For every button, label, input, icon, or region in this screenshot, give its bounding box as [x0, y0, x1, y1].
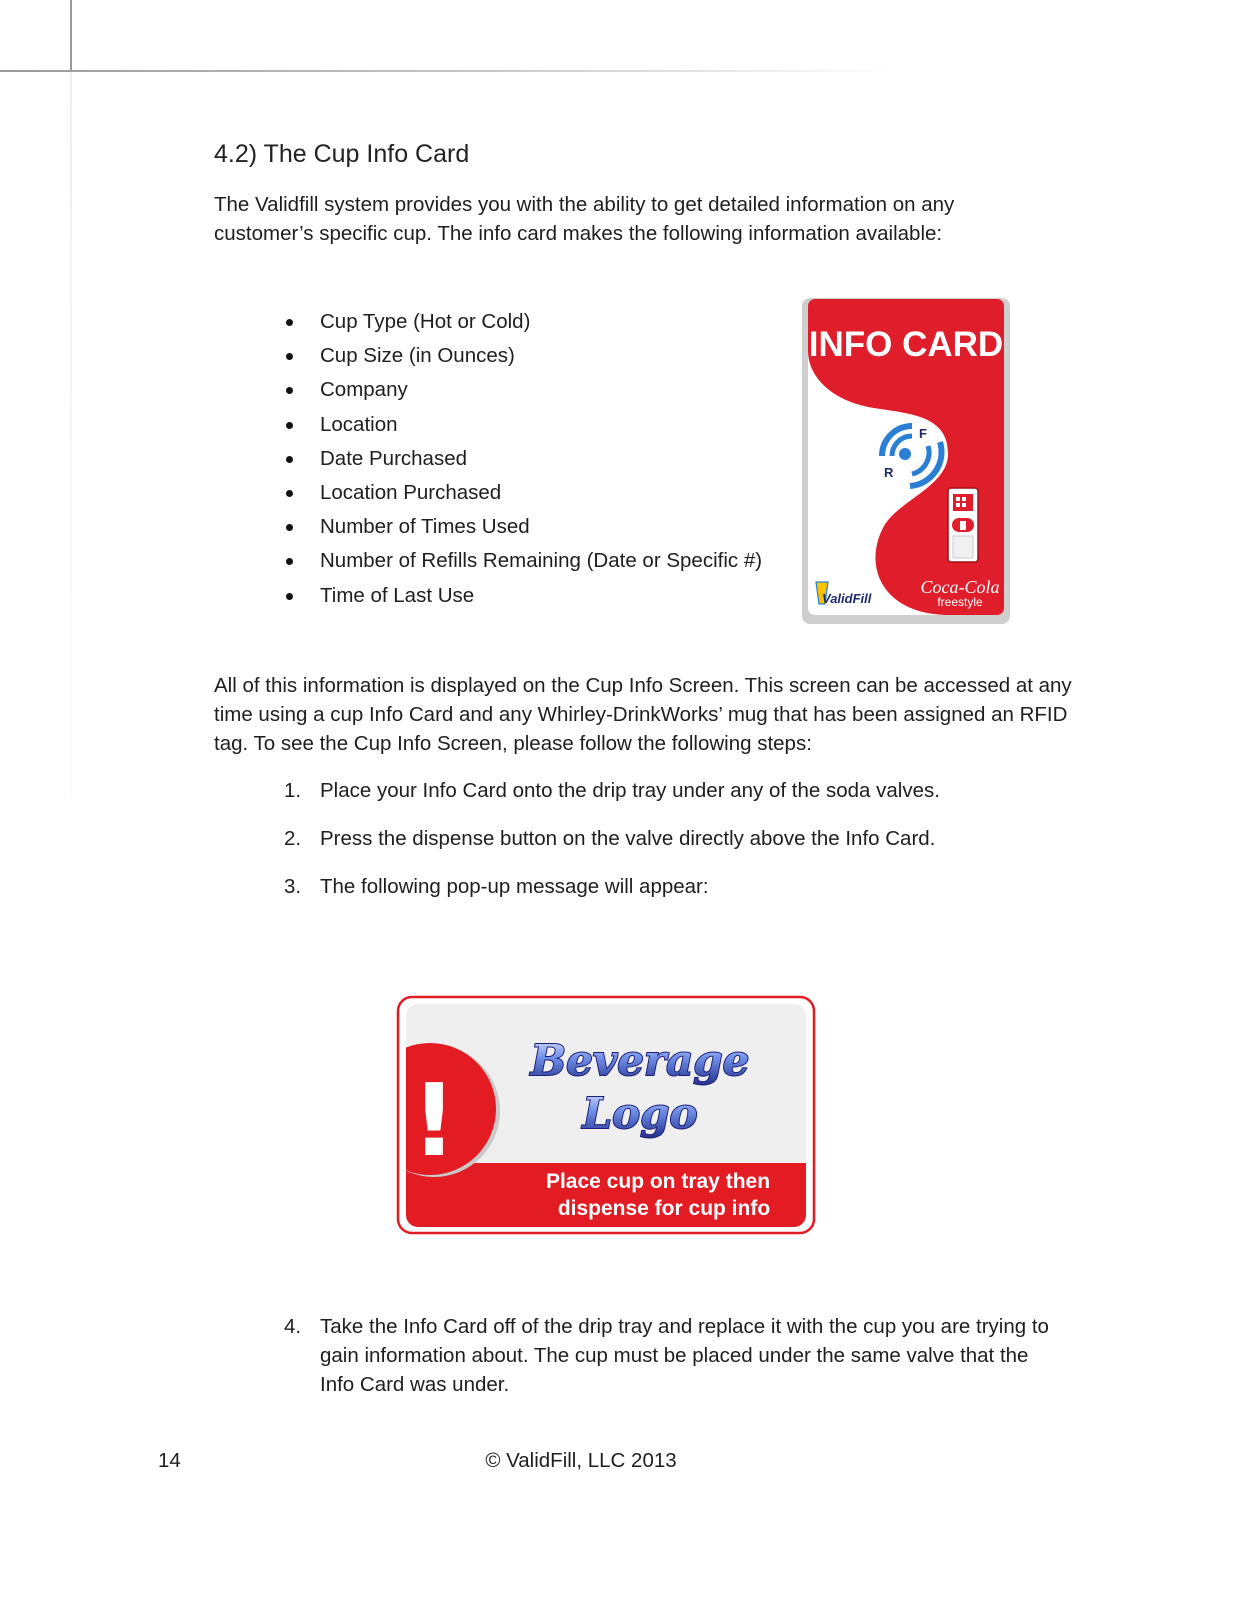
freestyle-logo: freestyle — [937, 595, 983, 609]
svg-text:F: F — [919, 426, 927, 441]
list-item: Number of Refills Remaining (Date or Specific #) — [280, 545, 762, 579]
bullet-icon — [286, 524, 293, 531]
bullet-icon — [286, 558, 293, 565]
intro-paragraph: The Validfill system provides you with the ability to get detailed information on any customer’s specific cup. The info card makes the following information available: — [214, 193, 955, 245]
page-number: 14 — [158, 1449, 181, 1472]
page-header-rule — [0, 70, 900, 72]
popup-message-line-1: Place cup on tray then — [545, 1170, 771, 1193]
steps-list — [280, 776, 1000, 920]
list-item: Date Purchased — [280, 443, 762, 477]
freestyle-machine-icon — [948, 488, 978, 562]
list-item: Cup Size (in Ounces) — [280, 340, 762, 374]
step-item: 3. The following pop-up message will appear: — [284, 875, 709, 898]
bullet-icon — [286, 319, 293, 326]
bullet-icon — [286, 353, 293, 360]
bullet-icon — [286, 490, 293, 497]
step-item: 1. Place your Info Card onto the drip tray under any of the soda valves. — [284, 779, 940, 802]
list-item: Time of Last Use — [280, 580, 762, 614]
validfill-logo — [812, 580, 872, 608]
bullet-icon — [286, 593, 293, 600]
info-card-title: INFO CARD — [808, 325, 1004, 364]
alert-exclamation-icon — [411, 1062, 457, 1179]
info-items-list — [280, 306, 762, 614]
page-corner-vertical-rule — [70, 0, 72, 72]
bullet-icon — [286, 456, 293, 463]
svg-text:!: ! — [411, 1062, 457, 1179]
info-card-image — [800, 296, 1010, 624]
popup-message-image — [396, 995, 816, 1235]
coca-cola-logo: Coca-Cola — [920, 577, 1000, 597]
list-item: Location — [280, 409, 762, 443]
steps-list-continued — [280, 1312, 1060, 1399]
svg-text:R: R — [884, 465, 894, 480]
step-item: 4. Take the Info Card off of the drip tray and replace it with the cup you are trying to gain information about. The cup must be placed under the same valve that the Info Card was under. — [284, 1315, 1049, 1396]
section-heading: 4.2) The Cup Info Card — [214, 140, 470, 168]
list-item: Location Purchased — [280, 477, 762, 511]
step-item: 2. Press the dispense button on the valve directly above the Info Card. — [284, 827, 936, 850]
page-margin-shadow — [70, 72, 72, 912]
svg-text:Logo: Logo — [582, 1089, 698, 1138]
screen-description-paragraph: All of this information is displayed on the Cup Info Screen. This screen can be accessed at any time using a cup Info Card and any Whirley-DrinkWorks’ mug that has been assigned an RFID tag. To see the Cup Info Screen, please follow the following steps: — [214, 674, 1072, 755]
svg-text:Beverage: Beverage — [530, 1036, 750, 1085]
list-item: Cup Type (Hot or Cold) — [280, 306, 762, 340]
bullet-icon — [286, 422, 293, 429]
popup-message-line-2: dispense for cup info — [557, 1197, 771, 1220]
copyright-footer: © ValidFill, LLC 2013 — [485, 1449, 677, 1472]
svg-text:ValidFill: ValidFill — [822, 591, 872, 606]
bullet-icon — [286, 387, 293, 394]
list-item: Number of Times Used — [280, 511, 762, 545]
list-item: Company — [280, 374, 762, 408]
